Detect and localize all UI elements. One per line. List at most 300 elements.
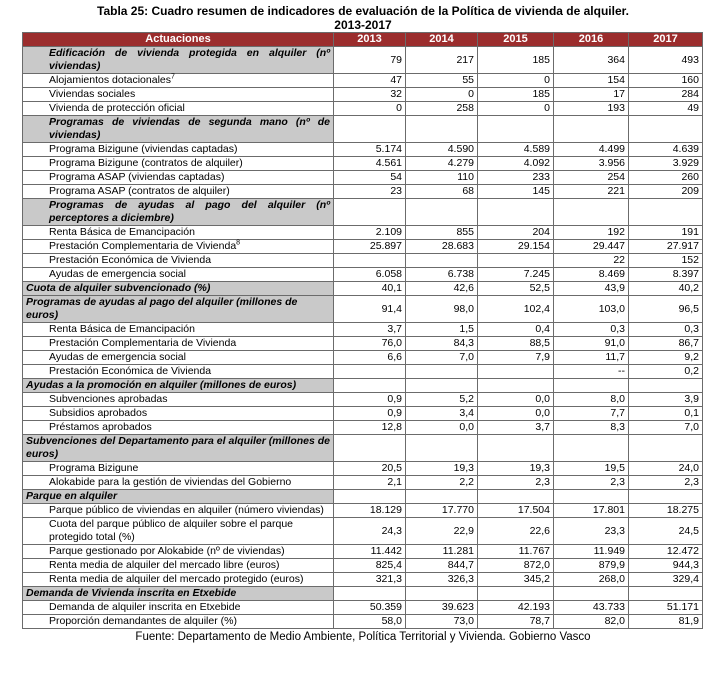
section-row (23, 47, 703, 74)
row-label (23, 143, 334, 157)
row-label-text: Ayudas a la promoción en alquiler (millones de euros) (26, 379, 297, 391)
row-label (23, 102, 334, 116)
value-cell (478, 199, 554, 226)
value-cell: 42,6 (406, 282, 478, 296)
value-cell: 7,7 (554, 407, 629, 421)
section-row (23, 296, 703, 323)
value-cell: 8,0 (554, 393, 629, 407)
row-label-text: Parque público de viviendas en alquiler (número viviendas) (49, 504, 324, 516)
row-label (23, 573, 334, 587)
value-cell: 103,0 (554, 296, 629, 323)
value-cell: 43.733 (554, 601, 629, 615)
header-year: 2016 (554, 33, 629, 47)
value-cell (334, 587, 406, 601)
value-cell (554, 379, 629, 393)
value-cell: 86,7 (629, 337, 703, 351)
value-cell: 160 (629, 74, 703, 88)
table-row (23, 601, 703, 615)
value-cell: 825,4 (334, 559, 406, 573)
value-cell (406, 199, 478, 226)
value-cell: 11.281 (406, 545, 478, 559)
value-cell (478, 116, 554, 143)
value-cell: 152 (629, 254, 703, 268)
value-cell: 54 (334, 171, 406, 185)
section-label (23, 199, 334, 226)
table-row (23, 462, 703, 476)
value-cell: 22,6 (478, 518, 554, 545)
section-row (23, 379, 703, 393)
table-row (23, 559, 703, 573)
row-label (23, 240, 334, 254)
value-cell: 68 (406, 185, 478, 199)
value-cell (478, 254, 554, 268)
row-label-text: Programa Bizigune (viviendas captadas) (49, 143, 238, 155)
row-label (23, 254, 334, 268)
section-row (23, 435, 703, 462)
row-label (23, 185, 334, 199)
row-label (23, 476, 334, 490)
row-label-text: Renta Básica de Emancipación (49, 226, 195, 238)
row-label-text: Préstamos aprobados (49, 421, 152, 433)
value-cell: 24,5 (629, 518, 703, 545)
value-cell: 2,2 (406, 476, 478, 490)
table-row (23, 226, 703, 240)
table-row (23, 407, 703, 421)
table-row (23, 393, 703, 407)
value-cell: 22 (554, 254, 629, 268)
indicators-table (22, 32, 703, 629)
value-cell: 0,0 (478, 393, 554, 407)
value-cell: 11,7 (554, 351, 629, 365)
value-cell: 76,0 (334, 337, 406, 351)
value-cell: 17 (554, 88, 629, 102)
value-cell (334, 490, 406, 504)
table-row (23, 518, 703, 545)
section-label (23, 379, 334, 393)
value-cell: 209 (629, 185, 703, 199)
value-cell: 0,4 (478, 323, 554, 337)
value-cell: 0,2 (629, 365, 703, 379)
value-cell: 20,5 (334, 462, 406, 476)
value-cell: 17.801 (554, 504, 629, 518)
value-cell: 5.174 (334, 143, 406, 157)
table-row (23, 545, 703, 559)
table-title-line1: Tabla 25: Cuadro resumen de indicadores de evaluación de la Política de vivienda de alquiler. (97, 4, 629, 18)
value-cell: 0,3 (554, 323, 629, 337)
footnote-marker: 8 (236, 239, 241, 247)
value-cell: 4.279 (406, 157, 478, 171)
value-cell (334, 116, 406, 143)
value-cell: 6,6 (334, 351, 406, 365)
value-cell: 7.245 (478, 268, 554, 282)
value-cell: 4.590 (406, 143, 478, 157)
row-label-text: Alokabide para la gestión de viviendas del Gobierno (49, 476, 292, 488)
value-cell: 185 (478, 88, 554, 102)
row-label-text: Subvenciones aprobadas (49, 393, 168, 405)
row-label-text: Parque en alquiler (26, 490, 118, 502)
value-cell (554, 435, 629, 462)
row-label (23, 171, 334, 185)
value-cell: 3,4 (406, 407, 478, 421)
value-cell (406, 587, 478, 601)
value-cell: 4.639 (629, 143, 703, 157)
value-cell: 42.193 (478, 601, 554, 615)
row-label-text: Programa Bizigune (contratos de alquiler) (49, 157, 243, 169)
table-row (23, 573, 703, 587)
value-cell: 24,3 (334, 518, 406, 545)
row-label (23, 601, 334, 615)
source-note: Fuente: Departamento de Medio Ambiente, Política Territorial y Vivienda. Gobierno Vasco (135, 631, 591, 643)
value-cell: 5,2 (406, 393, 478, 407)
value-cell: 191 (629, 226, 703, 240)
value-cell: 19,5 (554, 462, 629, 476)
value-cell (406, 379, 478, 393)
row-label-text: Programas de ayudas al pago del alquiler (millones de euros) (26, 296, 298, 321)
value-cell: 217 (406, 47, 478, 74)
value-cell (629, 435, 703, 462)
value-cell (478, 490, 554, 504)
row-label (23, 462, 334, 476)
value-cell: 88,5 (478, 337, 554, 351)
value-cell: 493 (629, 47, 703, 74)
table-row (23, 421, 703, 435)
value-cell: 29.447 (554, 240, 629, 254)
table-row (23, 615, 703, 629)
value-cell: 11.949 (554, 545, 629, 559)
value-cell (478, 587, 554, 601)
value-cell: 872,0 (478, 559, 554, 573)
value-cell: 204 (478, 226, 554, 240)
section-label (23, 296, 334, 323)
value-cell: 96,5 (629, 296, 703, 323)
value-cell: 0 (478, 102, 554, 116)
value-cell (334, 435, 406, 462)
value-cell: 12.472 (629, 545, 703, 559)
value-cell: 18.129 (334, 504, 406, 518)
value-cell: 0 (478, 74, 554, 88)
row-label-text: Demanda de alquiler inscrita en Etxebide (49, 601, 241, 613)
value-cell (334, 199, 406, 226)
value-cell: 40,2 (629, 282, 703, 296)
table-row (23, 351, 703, 365)
row-label-text: Edificación de vivienda protegida en alquiler (nº viviendas) (49, 47, 330, 72)
value-cell: 47 (334, 74, 406, 88)
row-label-text: Cuota de alquiler subvencionado (%) (26, 282, 211, 294)
value-cell: 17.770 (406, 504, 478, 518)
value-cell: 0,3 (629, 323, 703, 337)
value-cell: 84,3 (406, 337, 478, 351)
value-cell: 11.767 (478, 545, 554, 559)
value-cell: 4.561 (334, 157, 406, 171)
section-row (23, 490, 703, 504)
value-cell: 0 (334, 102, 406, 116)
row-label-text: Ayudas de emergencia social (49, 351, 186, 363)
footnote-marker: 7 (171, 73, 175, 81)
value-cell (629, 587, 703, 601)
row-label (23, 226, 334, 240)
row-label-text: Programas de viviendas de segunda mano (nº de viviendas) (49, 116, 330, 141)
row-label-text: Prestación Económica de Vivienda (49, 365, 212, 377)
section-label (23, 490, 334, 504)
value-cell: 23,3 (554, 518, 629, 545)
row-label-text: Demanda de Vivienda inscrita en Etxebide (26, 587, 237, 599)
value-cell (629, 116, 703, 143)
row-label-text: Programas de ayudas al pago del alquiler (nº perceptores a diciembre) (49, 199, 330, 224)
section-row (23, 587, 703, 601)
table-row (23, 102, 703, 116)
value-cell: 98,0 (406, 296, 478, 323)
value-cell: 0,9 (334, 393, 406, 407)
row-label-text: Proporción demandantes de alquiler (%) (49, 615, 237, 627)
table-header-row (23, 33, 703, 47)
header-year: 2013 (334, 33, 406, 47)
row-label-text: Viviendas sociales (49, 88, 136, 100)
section-label (23, 435, 334, 462)
value-cell: 233 (478, 171, 554, 185)
value-cell: 17.504 (478, 504, 554, 518)
value-cell: 51.171 (629, 601, 703, 615)
value-cell: 8.469 (554, 268, 629, 282)
row-label-text: Renta media de alquiler del mercado protegido (euros) (49, 573, 304, 585)
value-cell (334, 254, 406, 268)
value-cell: 944,3 (629, 559, 703, 573)
value-cell: 4.092 (478, 157, 554, 171)
value-cell: 19,3 (406, 462, 478, 476)
section-label (23, 116, 334, 143)
value-cell: 8.397 (629, 268, 703, 282)
row-label (23, 88, 334, 102)
row-label (23, 421, 334, 435)
value-cell: 79 (334, 47, 406, 74)
row-label-text: Prestación Complementaria de Vivienda (49, 240, 237, 252)
row-label (23, 268, 334, 282)
row-label-text: Renta Básica de Emancipación (49, 323, 195, 335)
section-row (23, 116, 703, 143)
row-label-text: Cuota del parque público de alquiler sobre el parque protegido total (%) (49, 518, 294, 543)
row-label (23, 74, 334, 88)
table-row (23, 365, 703, 379)
value-cell: 3.956 (554, 157, 629, 171)
row-label-text: Programa Bizigune (49, 462, 139, 474)
value-cell: 81,9 (629, 615, 703, 629)
value-cell: 0,0 (406, 421, 478, 435)
value-cell: 0,9 (334, 407, 406, 421)
value-cell: 102,4 (478, 296, 554, 323)
value-cell: 6.738 (406, 268, 478, 282)
value-cell (406, 116, 478, 143)
row-label (23, 615, 334, 629)
value-cell (554, 199, 629, 226)
value-cell: 58,0 (334, 615, 406, 629)
value-cell: 91,4 (334, 296, 406, 323)
value-cell: 3,9 (629, 393, 703, 407)
value-cell: 82,0 (554, 615, 629, 629)
value-cell: 0,1 (629, 407, 703, 421)
value-cell (406, 254, 478, 268)
value-cell: 284 (629, 88, 703, 102)
header-year: 2015 (478, 33, 554, 47)
value-cell: 855 (406, 226, 478, 240)
row-label-text: Prestación Complementaria de Vivienda (49, 337, 237, 349)
value-cell: -- (554, 365, 629, 379)
header-year: 2014 (406, 33, 478, 47)
value-cell: 2,1 (334, 476, 406, 490)
table-row (23, 143, 703, 157)
table-row (23, 185, 703, 199)
value-cell: 73,0 (406, 615, 478, 629)
value-cell: 193 (554, 102, 629, 116)
value-cell: 2,3 (629, 476, 703, 490)
table-row (23, 323, 703, 337)
row-label-text: Renta media de alquiler del mercado libre (euros) (49, 559, 280, 571)
row-label-text: Programa ASAP (viviendas captadas) (49, 171, 225, 183)
value-cell: 258 (406, 102, 478, 116)
row-label (23, 559, 334, 573)
value-cell (629, 199, 703, 226)
value-cell: 7,0 (629, 421, 703, 435)
table-row (23, 74, 703, 88)
value-cell: 39.623 (406, 601, 478, 615)
value-cell: 145 (478, 185, 554, 199)
value-cell: 4.499 (554, 143, 629, 157)
value-cell: 12,8 (334, 421, 406, 435)
value-cell: 2.109 (334, 226, 406, 240)
value-cell: 2,3 (554, 476, 629, 490)
value-cell: 154 (554, 74, 629, 88)
value-cell: 268,0 (554, 573, 629, 587)
value-cell: 329,4 (629, 573, 703, 587)
value-cell: 185 (478, 47, 554, 74)
value-cell (406, 435, 478, 462)
value-cell: 25.897 (334, 240, 406, 254)
value-cell: 192 (554, 226, 629, 240)
table-row (23, 240, 703, 254)
value-cell: 3,7 (334, 323, 406, 337)
row-label (23, 518, 334, 545)
value-cell: 3,7 (478, 421, 554, 435)
row-label (23, 407, 334, 421)
value-cell: 22,9 (406, 518, 478, 545)
row-label (23, 323, 334, 337)
value-cell: 2,3 (478, 476, 554, 490)
value-cell: 32 (334, 88, 406, 102)
row-label (23, 545, 334, 559)
value-cell (554, 116, 629, 143)
value-cell: 260 (629, 171, 703, 185)
value-cell: 19,3 (478, 462, 554, 476)
value-cell: 52,5 (478, 282, 554, 296)
value-cell: 9,2 (629, 351, 703, 365)
row-label-text: Vivienda de protección oficial (49, 102, 185, 114)
value-cell: 78,7 (478, 615, 554, 629)
value-cell (406, 490, 478, 504)
value-cell: 321,3 (334, 573, 406, 587)
table-row (23, 476, 703, 490)
row-label (23, 337, 334, 351)
row-label-text: Ayudas de emergencia social (49, 268, 186, 280)
row-label (23, 365, 334, 379)
value-cell: 23 (334, 185, 406, 199)
table-title (0, 0, 726, 32)
table-title-line2: 2013-2017 (334, 18, 392, 32)
value-cell: 40,1 (334, 282, 406, 296)
value-cell: 326,3 (406, 573, 478, 587)
row-label-text: Prestación Económica de Vivienda (49, 254, 212, 266)
value-cell: 364 (554, 47, 629, 74)
row-label-text: Subvenciones del Departamento para el alquiler (millones de euros) (26, 435, 331, 460)
value-cell (334, 379, 406, 393)
value-cell: 18.275 (629, 504, 703, 518)
value-cell: 28.683 (406, 240, 478, 254)
row-label (23, 351, 334, 365)
table-row (23, 268, 703, 282)
value-cell: 43,9 (554, 282, 629, 296)
row-label-text: Alojamientos dotacionales (49, 74, 171, 86)
table-row (23, 337, 703, 351)
value-cell: 4.589 (478, 143, 554, 157)
table-body (23, 47, 703, 629)
value-cell (629, 379, 703, 393)
value-cell (406, 365, 478, 379)
header-actuaciones: Actuaciones (23, 33, 334, 47)
row-label (23, 157, 334, 171)
value-cell: 0,0 (478, 407, 554, 421)
row-label (23, 504, 334, 518)
value-cell (478, 435, 554, 462)
table-row (23, 504, 703, 518)
value-cell: 844,7 (406, 559, 478, 573)
value-cell: 221 (554, 185, 629, 199)
table-row (23, 171, 703, 185)
value-cell (478, 365, 554, 379)
table-row (23, 157, 703, 171)
table-row (23, 88, 703, 102)
value-cell: 7,0 (406, 351, 478, 365)
value-cell: 27.917 (629, 240, 703, 254)
section-row (23, 199, 703, 226)
value-cell: 7,9 (478, 351, 554, 365)
section-label (23, 47, 334, 74)
value-cell: 6.058 (334, 268, 406, 282)
value-cell: 50.359 (334, 601, 406, 615)
value-cell: 8,3 (554, 421, 629, 435)
header-year: 2017 (629, 33, 703, 47)
value-cell (554, 587, 629, 601)
row-label-text: Subsidios aprobados (49, 407, 148, 419)
value-cell: 24,0 (629, 462, 703, 476)
row-label (23, 393, 334, 407)
value-cell (629, 490, 703, 504)
value-cell: 55 (406, 74, 478, 88)
value-cell: 345,2 (478, 573, 554, 587)
section-label (23, 282, 334, 296)
value-cell: 1,5 (406, 323, 478, 337)
value-cell: 879,9 (554, 559, 629, 573)
value-cell (478, 379, 554, 393)
row-label-text: Parque gestionado por Alokabide (nº de viviendas) (49, 545, 285, 557)
section-row (23, 282, 703, 296)
section-label (23, 587, 334, 601)
table-row (23, 254, 703, 268)
value-cell: 254 (554, 171, 629, 185)
row-label-text: Programa ASAP (contratos de alquiler) (49, 185, 230, 197)
value-cell (554, 490, 629, 504)
value-cell: 3.929 (629, 157, 703, 171)
value-cell: 91,0 (554, 337, 629, 351)
value-cell: 49 (629, 102, 703, 116)
value-cell: 11.442 (334, 545, 406, 559)
value-cell: 29.154 (478, 240, 554, 254)
